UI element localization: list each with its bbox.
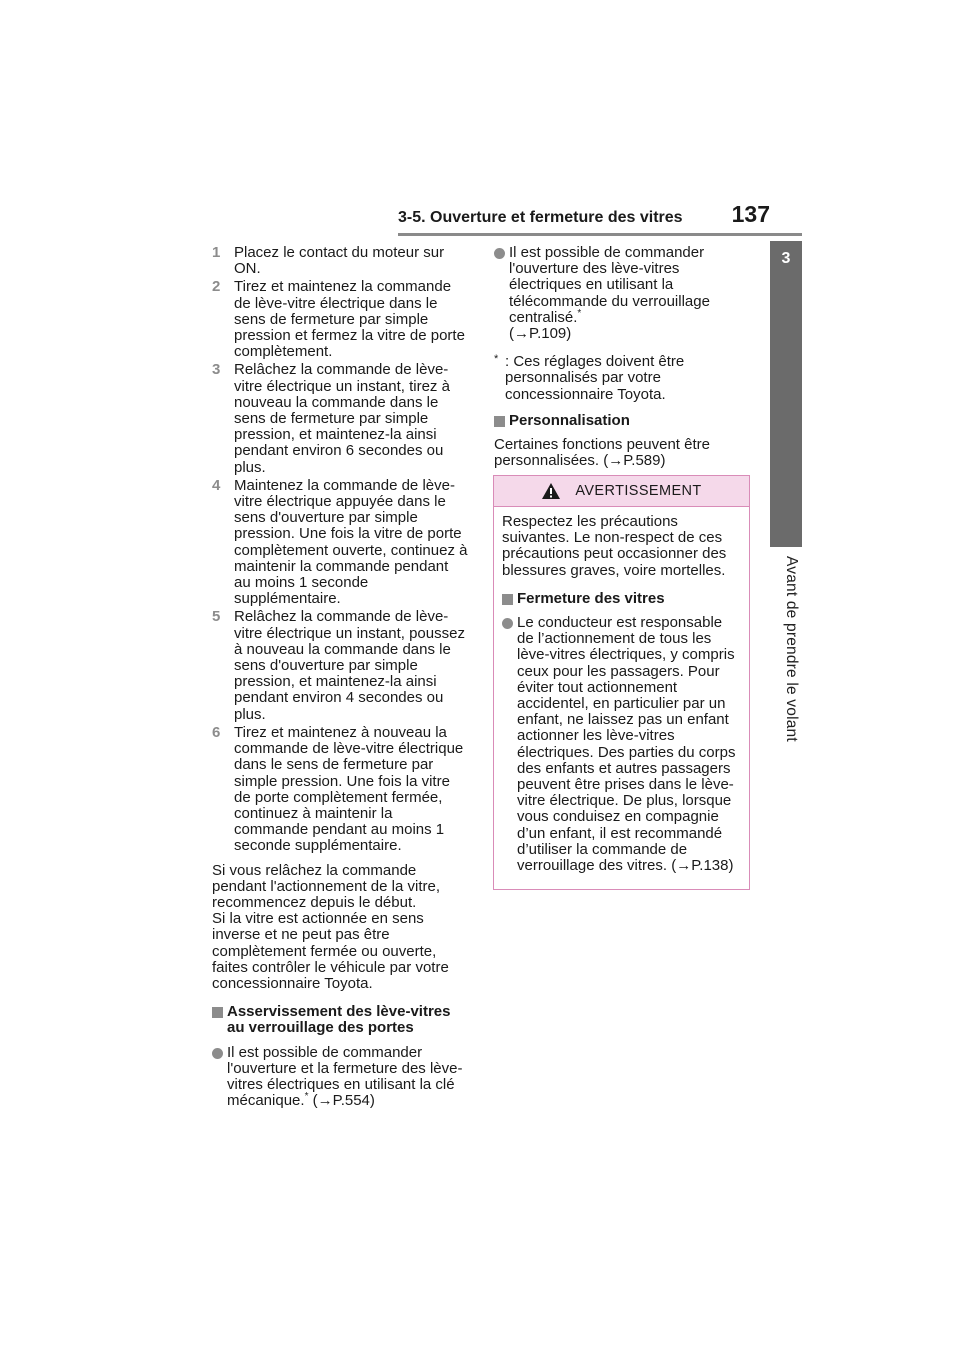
step-text: Maintenez la commande de lève-vitre électrique appuyée dans le sens d'ouverture par simple pression. Une fois la vitre de porte complètement ouverte, continuez à maintenir la commande pendant au moins 1 seconde supplémentaire. xyxy=(234,476,468,608)
warning-intro: Respectez les précautions suivantes. Le non-respect de ces précautions peut occasionner des blessures graves, voire mortelles. xyxy=(502,513,727,579)
page-reference: (→P.554) xyxy=(308,1092,375,1110)
step-number: 4 xyxy=(212,476,221,494)
round-bullet-icon xyxy=(502,618,513,629)
window-closing-heading xyxy=(502,591,741,607)
step-number: 2 xyxy=(212,278,221,296)
step-text: Tirez et maintenez à nouveau la commande de lève-vitre électrique dans le sens de fermeture par simple pression. Une fois la vitre de porte complètement fermée, continuez à maintenir la commande pendant au moins 1 seconde supplémentaire. xyxy=(234,723,464,855)
warning-triangle-icon xyxy=(541,482,561,500)
warning-header xyxy=(494,476,749,507)
list-item xyxy=(212,1045,468,1110)
footnote xyxy=(494,354,752,403)
square-bullet-icon xyxy=(212,1007,223,1018)
procedure-step xyxy=(212,478,468,608)
step-text: Placez le contact du moteur sur ON. xyxy=(234,244,445,278)
procedure-step xyxy=(212,245,468,277)
round-bullet-icon xyxy=(494,248,505,259)
footnote-star: * xyxy=(494,353,499,366)
page-reference: (→P.109) xyxy=(509,325,572,343)
chapter-tab xyxy=(770,241,802,547)
chapter-number: 3 xyxy=(781,250,791,267)
list-item xyxy=(494,245,752,342)
step-number: 5 xyxy=(212,608,221,626)
lock-link-heading xyxy=(212,1004,468,1036)
procedure-step xyxy=(212,279,468,360)
square-bullet-icon xyxy=(494,416,505,427)
footnote-text: : Ces réglages doivent être personnalisés par votre concessionnaire Toyota. xyxy=(505,353,685,403)
section-title: 3-5. Ouverture et fermeture des vitres xyxy=(398,209,683,226)
dealer-note: Si la vitre est actionnée en sens inverse et ne peut pas être complètement fermée ou ouverte, faites contrôler le véhicule par votre concessionnaire Toyota. xyxy=(212,910,449,992)
warning-box xyxy=(493,475,750,890)
footnote-marker: * xyxy=(304,1091,309,1103)
footnote-marker: * xyxy=(577,307,582,319)
procedure-step xyxy=(212,725,468,855)
header-rule xyxy=(398,233,802,236)
procedure-step xyxy=(212,362,468,475)
step-number: 6 xyxy=(212,723,221,741)
step-number: 3 xyxy=(212,361,221,379)
step-number: 1 xyxy=(212,244,221,261)
procedure-step xyxy=(212,609,468,722)
subhead-text: Personnalisation xyxy=(509,411,630,429)
subhead-text: Fermeture des vitres xyxy=(517,589,665,607)
step-text: Tirez et maintenez la commande de lève-vitre électrique dans le sens de fermeture par simple pression et fermez la vitre de porte complètement. xyxy=(234,278,465,361)
step-text: Relâchez la commande de lève-vitre électrique un instant, tirez à nouveau la commande dans le sens de fermeture par simple pression, et maintenez-la ainsi pendant environ 6 secondes ou plus. xyxy=(234,361,450,476)
round-bullet-icon xyxy=(212,1048,223,1059)
chapter-label: Avant de prendre le volant xyxy=(783,556,800,742)
step-text: Relâchez la commande de lève-vitre électrique un instant, poussez à nouveau la commande dans le sens d'ouverture par simple pression, et maintenez-la ainsi pendant environ 4 secondes ou plus. xyxy=(234,608,465,723)
bullet-text: Il est possible de commander l'ouverture des lève-vitres électriques en utilisant la télécommande du verrouillage centralisé. xyxy=(509,244,710,326)
right-column xyxy=(494,245,752,481)
page-header xyxy=(398,201,802,236)
personalization-heading xyxy=(494,413,752,429)
subhead-text: Asservissement des lève-vitres au verrouillage des portes xyxy=(227,1003,451,1037)
left-column xyxy=(212,245,468,1113)
square-bullet-icon xyxy=(502,594,513,605)
list-item xyxy=(502,615,741,874)
warning-title: AVERTISSEMENT xyxy=(575,482,702,499)
bullet-text: Le conducteur est responsable de l’actionnement de tous les lève-vitres électriques, y compris ceux pour les passagers. Pour éviter tout actionnement accidentel, en particulier par un enfant, ne laissez pas un enfant actionner les lève-vitres électriques. Des parties du corps des enfants et autres passagers peuvent être prises dans le lève-vitre électrique. De plus, lorsque vous conduisez en compagnie d’un enfant, il est recommandé d’utiliser la commande de verrouillage des vitres. (→P.138) xyxy=(517,614,736,875)
bullet-text: Il est possible de commander l'ouverture et la fermeture des lève-vitres électriques en utilisant la clé mécanique. xyxy=(227,1043,463,1110)
restart-note: Si vous relâchez la commande pendant l'actionnement de la vitre, recommencez depuis le début. xyxy=(212,861,441,911)
page-number: 137 xyxy=(731,201,770,227)
personalization-text: Certaines fonctions peuvent être personnalisées. (→P.589) xyxy=(494,436,710,470)
warning-body xyxy=(494,507,749,874)
